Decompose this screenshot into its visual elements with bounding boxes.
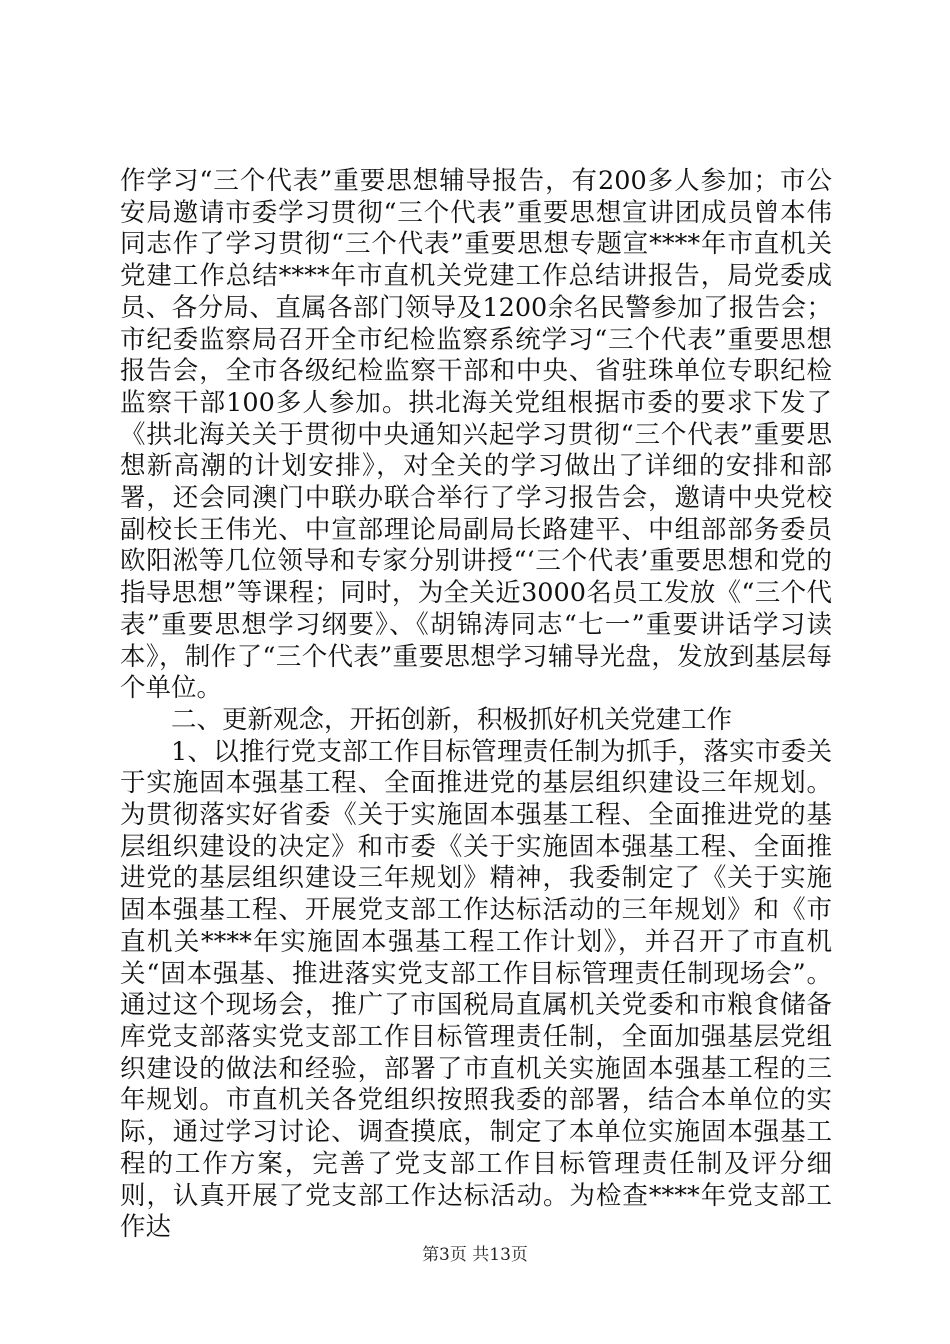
document-body <box>120 166 832 1244</box>
page-number-footer: 第3页 共13页 <box>422 1245 528 1265</box>
section-heading: 二、更新观念，开拓创新，积极抓好机关党建工作 <box>171 704 733 735</box>
paragraph-item-1: 1、以推行党支部工作目标管理责任制为抓手，落实市委关于实施固本强基工程、全面推进党的基层组织建设三年规划。为贯彻落实好省委《关于实施固本强基工程、全面推进党的基层组织建设的决定》和市委《关于实施固本强基工程、全面推进党的基层组织建设三年规划》精神，我委制定了《关于实施固本强基工程、开展党支部工作达标活动的三年规划》和《市直机关****年实施固本强基工程工作计划》，并召开了市直机关“固本强基、推进落实党支部工作目标管理责任制现场会”。通过这个现场会，推广了市国税局直属机关党委和市粮食储备库党支部落实党支部工作目标管理责任制，全面加强基层党组织建设的做法和经验，部署了市直机关实施固本强基工程的三年规划。市直机关各党组织按照我委的部署，结合本单位的实际，通过学习讨论、调查摸底，制定了本单位实施固本强基工程的工作方案，完善了党支部工作目标管理责任制及评分细则，认真开展了党支部工作达标活动。为检查****年党支部工作达 <box>120 736 832 1243</box>
paragraph-continuation: 作学习“三个代表”重要思想辅导报告，有200多人参加；市公安局邀请市委学习贯彻“三个代表”重要思想宣讲团成员曾本伟同志作了学习贯彻“三个代表”重要思想专题宣****年市直机关党建工作总结****年市直机关党建工作总结讲报告，局党委成员、各分局、直属各部门领导及1200余名民警参加了报告会；市纪委监察局召开全市纪检监察系统学习“三个代表”重要思想报告会，全市各级纪检监察干部和中央、省驻珠单位专职纪检监察干部100多人参加。拱北海关党组根据市委的要求下发了《拱北海关关于贯彻中央通知兴起学习贯彻“三个代表”重要思想新高潮的计划安排》，对全关的学习做出了详细的安排和部署，还会同澳门中联办联合举行了学习报告会，邀请中央党校副校长王伟光、中宣部理论局副局长路建平、中组部部务委员欧阳淞等几位领导和专家分别讲授“‘三个代表’重要思想和党的指导思想”等课程；同时，为全关近3000名员工发放《“三个代表”重要思想学习纲要》、《胡锦涛同志“七一”重要讲话学习读本》，制作了“三个代表”重要思想学习辅导光盘，发放到基层每个单位。 <box>120 166 832 704</box>
